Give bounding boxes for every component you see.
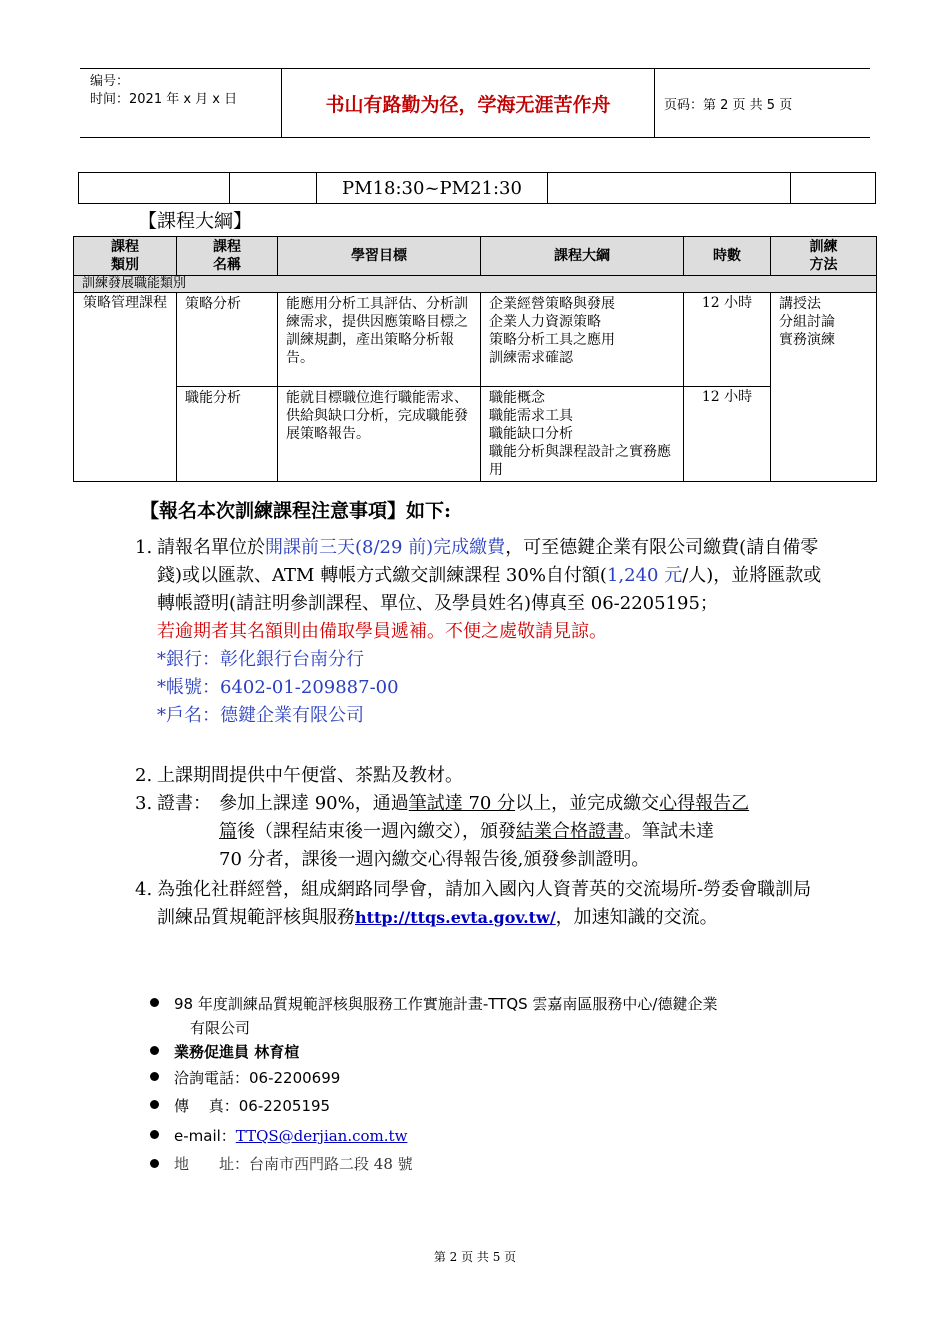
item-3-text-5: 70 分者，課後一週內繳交心得報告後,頒發參訓證明。: [219, 849, 650, 870]
bullet-icon: [150, 998, 159, 1007]
table-row: [74, 387, 877, 482]
table-header-row: [74, 237, 877, 276]
item-1-deadline: 開課前三天(8/29 前)完成繳費: [265, 537, 506, 558]
org-line-2: 有限公司: [190, 1019, 251, 1037]
page-header: [80, 68, 870, 138]
time-cell-5: [791, 173, 876, 204]
bullet-icon: [150, 1072, 159, 1081]
item-1-text: 請報名單位於: [157, 537, 265, 558]
item-1-warning: 若逾期者其名額則由備取學員遞補。不便之處敬請見諒。: [157, 621, 607, 642]
email-label: e-mail：: [174, 1127, 236, 1145]
header-motto: 书山有路勤为径，学海无涯苦作舟: [282, 69, 655, 137]
cell-outline: 職能概念 職能需求工具 職能缺口分析 職能分析與課程設計之實務應用: [481, 387, 684, 482]
item-3-number: 3.: [135, 793, 153, 814]
contact-phone: [150, 1066, 340, 1090]
item-3-text-3: 後（課程結束後一週內繳交），頒發: [237, 821, 516, 842]
header-method: 訓練 方法: [771, 237, 877, 276]
bullet-icon: [150, 1130, 159, 1139]
header-outline: 課程大綱: [481, 237, 684, 276]
item-4-text: 為強化社群經營，組成網路同學會，請加入國內人資菁英的交流場所-勞委會職訓局訓練品質規範評核與服務: [157, 879, 812, 928]
item-4-text-2: ，加速知識的交流。: [555, 907, 718, 928]
bullet-icon: [150, 1100, 159, 1109]
cell-goal: 能就目標職位進行職能需求、供給與缺口分析，完成職能發展策略報告。: [278, 387, 481, 482]
item-3-score: 筆試達 70 分: [408, 793, 516, 814]
item-3-report: 心得報告乙: [659, 793, 750, 814]
category-row: [74, 276, 877, 293]
time-cell-4: [548, 173, 791, 204]
cell-method: 講授法 分組討論 實務演練: [771, 293, 877, 482]
notice-item-2: [135, 762, 825, 790]
item-1-number: 1.: [135, 537, 153, 558]
org-line-1: 98 年度訓練品質規範評核與服務工作實施計畫-TTQS 雲嘉南區服務中心/德鍵企業: [174, 995, 718, 1013]
item-3-text-4: 。筆試未達: [624, 821, 714, 842]
notice-item-1: [135, 534, 825, 730]
cell-outline: 企業經營策略與發展 企業人力資源策略 策略分析工具之應用 訓練需求確認: [481, 293, 684, 387]
cell-goal: 能應用分析工具評估、分析訓練需求，提供因應策略目標之訓練規劃，產出策略分析報告。: [278, 293, 481, 387]
notice-title: 【報名本次訓練課程注意事項】如下:: [140, 500, 452, 522]
fax-text: 傳 真：06-2205195: [174, 1097, 331, 1115]
category-label: 訓練發展職能類別: [74, 276, 877, 293]
item-1-text-3: /人)，並將匯款或轉帳證明(請註明參訓課程、單位、及學員姓名)傳真至 06-2205195；: [157, 565, 822, 614]
item-3-report-2: 篇: [219, 821, 237, 842]
outline-title: 【課程大綱】: [138, 210, 253, 232]
item-4-number: 4.: [135, 879, 153, 900]
cell-course-name: 職能分析: [177, 387, 278, 482]
header-page-label: 页码：第 2 页 共 5 页: [664, 97, 793, 113]
time-cell-1: [79, 173, 230, 204]
contact-promoter: [150, 1040, 299, 1064]
time-cell-2: [230, 173, 317, 204]
item-1-text-2: ，可至德鍵企業有限公司繳費(請自備零錢)或以匯款、ATM 轉帳方式繳交訓練課程 30%自付額(: [157, 537, 819, 586]
contact-fax: [150, 1094, 330, 1118]
header-goal: 學習目標: [278, 237, 481, 276]
promoter-text: 業務促進員 林育楦: [174, 1043, 300, 1061]
cell-category-name: 策略管理課程: [74, 293, 177, 482]
header-hours: 時數: [684, 237, 771, 276]
time-cell-3: PM18:30~PM21:30: [317, 173, 548, 204]
time-label: 时间：2021 年 x 月 x 日: [90, 92, 238, 107]
email-link[interactable]: TTQS@derjian.com.tw: [235, 1127, 408, 1145]
item-3-label: 證書：: [157, 793, 211, 814]
header-category: 課程 類別: [74, 237, 177, 276]
item-2-text: 上課期間提供中午便當、茶點及教材。: [157, 765, 463, 786]
header-meta: [80, 69, 282, 137]
bank-name: *銀行：彰化銀行台南分行: [157, 649, 364, 670]
notice-item-4: [135, 876, 815, 932]
item-3-certificate: 結業合格證書: [516, 821, 624, 842]
item-3-text-2: 以上，並完成繳交: [515, 793, 660, 814]
item-1-fee: 1,240 元: [606, 565, 683, 586]
contact-address: [150, 1152, 413, 1176]
contact-org: [150, 992, 830, 1040]
cell-hours: 12 小時: [684, 293, 771, 387]
item-2-number: 2.: [135, 765, 153, 786]
ttqs-link[interactable]: http://ttqs.evta.gov.tw/: [355, 908, 556, 927]
number-label: 编号：: [90, 74, 130, 89]
bank-account: *帳號：6402-01-209887-00: [157, 677, 399, 698]
course-table: [73, 236, 877, 482]
cell-course-name: 策略分析: [177, 293, 278, 387]
table-row: [74, 293, 877, 387]
contact-email: [150, 1124, 407, 1148]
bullet-icon: [150, 1159, 159, 1168]
time-row-table: [78, 172, 876, 204]
item-3-text: 參加上課達 90%，通過: [219, 793, 409, 814]
header-course-name: 課程 名稱: [177, 237, 278, 276]
page-footer: 第 2 页 共 5 页: [433, 1250, 517, 1264]
notice-item-3: [135, 790, 825, 874]
address-text: 地 址：台南市西門路二段 48 號: [174, 1155, 413, 1173]
account-holder: *戶名：德鍵企業有限公司: [157, 705, 364, 726]
phone-text: 洽詢電話：06-2200699: [174, 1069, 341, 1087]
cell-hours: 12 小時: [684, 387, 771, 482]
bullet-icon: [150, 1046, 159, 1055]
